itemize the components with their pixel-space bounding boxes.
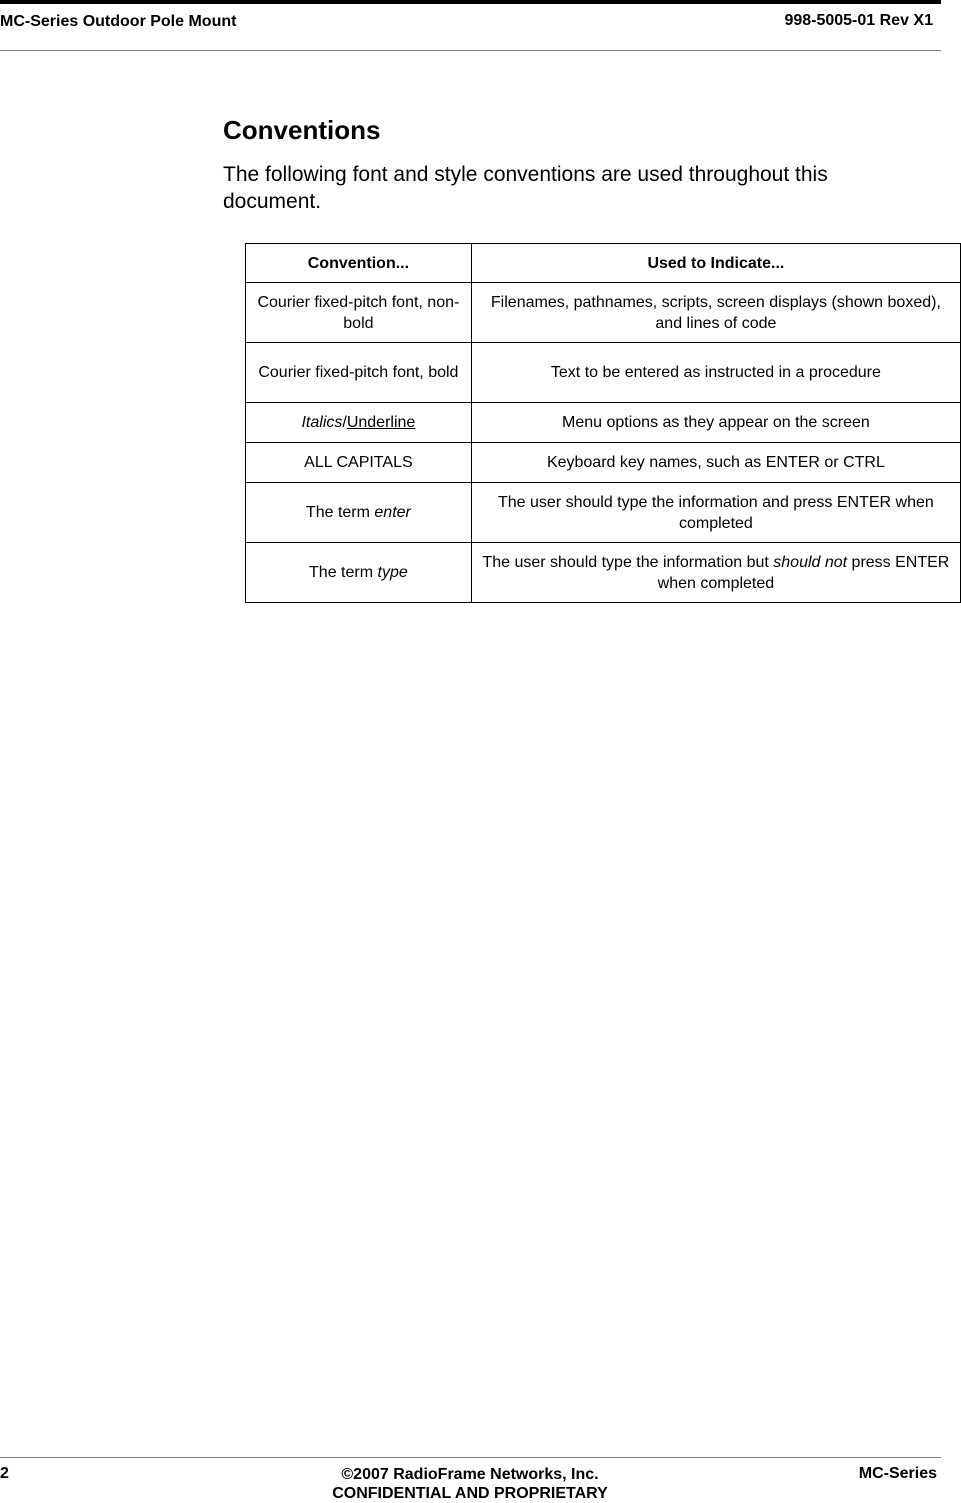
indicates-cell xyxy=(471,543,960,603)
underline-sample: Underline xyxy=(346,414,416,431)
table-row xyxy=(246,483,961,543)
column-header-convention: Convention... xyxy=(246,244,472,283)
conventions-table xyxy=(245,243,961,603)
running-header-title: MC-Series Outdoor Pole Mount xyxy=(0,13,237,30)
section-title: Conventions xyxy=(223,115,381,145)
table-row xyxy=(246,543,961,603)
header-divider xyxy=(0,50,941,51)
running-header-doc-number: 998-5005-01 Rev X1 xyxy=(784,12,933,29)
term-prefix: The term xyxy=(305,504,375,521)
footer-divider xyxy=(0,1457,941,1458)
header-top-rule xyxy=(0,0,941,4)
table-row xyxy=(246,443,961,483)
indicates-cell: Filenames, pathnames, scripts, screen displays (shown boxed), and lines of code xyxy=(471,283,960,343)
confidential-line: CONFIDENTIAL AND PROPRIETARY xyxy=(332,1485,608,1502)
term-type: type xyxy=(377,564,408,581)
indicates-cell: Text to be entered as instructed in a procedure xyxy=(471,343,960,403)
term-prefix: The term xyxy=(309,564,378,581)
convention-cell xyxy=(246,543,472,603)
indicates-suffix: press ENTER when completed xyxy=(657,553,950,592)
indicates-cell: Menu options as they appear on the screen xyxy=(471,403,960,443)
italics-sample: Italics xyxy=(301,414,343,431)
convention-cell: Courier fixed-pitch font, non-bold xyxy=(246,283,472,343)
footer-center xyxy=(290,1465,650,1503)
page-number: 2 xyxy=(0,1465,9,1482)
table-row xyxy=(246,403,961,443)
convention-cell xyxy=(246,483,472,543)
should-not-emphasis: should not xyxy=(773,553,848,571)
convention-cell xyxy=(246,403,472,443)
indicates-prefix: The user should type the information but xyxy=(482,553,774,571)
intro-paragraph: The following font and style conventions are used throughout this document. xyxy=(223,163,828,213)
term-enter: enter xyxy=(374,504,411,521)
column-header-indicates: Used to Indicate... xyxy=(471,244,960,283)
footer-product: MC-Series xyxy=(858,1465,937,1482)
table-row xyxy=(246,283,961,343)
indicates-cell: The user should type the information and press ENTER when completed xyxy=(471,483,960,543)
convention-cell: Courier fixed-pitch font, bold xyxy=(246,343,472,403)
table-header-row xyxy=(246,244,961,283)
table-row xyxy=(246,343,961,403)
convention-cell: ALL CAPITALS xyxy=(246,443,472,483)
separator-slash: / xyxy=(342,414,347,431)
indicates-cell: Keyboard key names, such as ENTER or CTRL xyxy=(471,443,960,483)
copyright-line: ©2007 RadioFrame Networks, Inc. xyxy=(341,1466,599,1483)
